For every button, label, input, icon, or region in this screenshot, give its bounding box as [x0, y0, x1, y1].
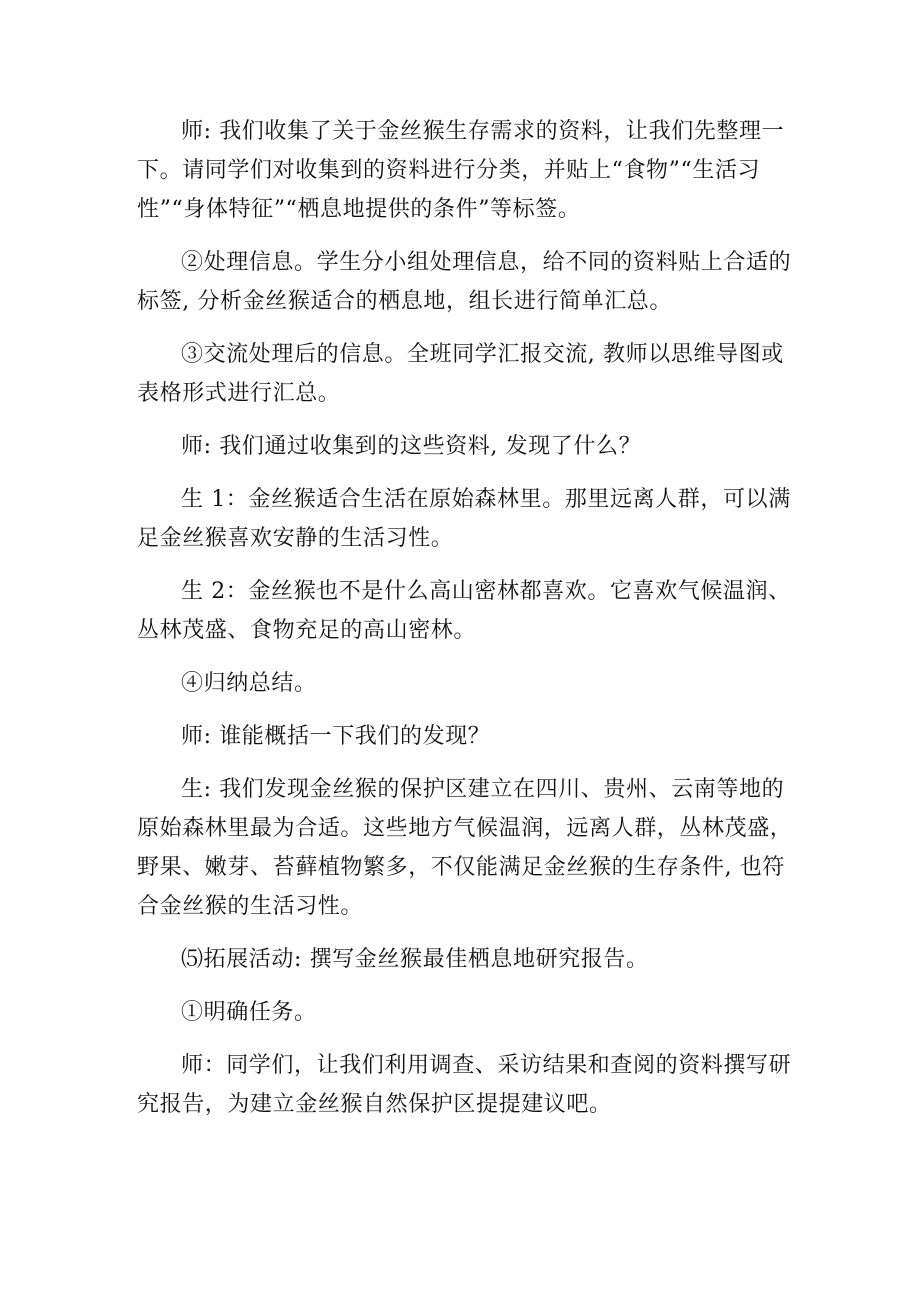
paragraph-1: 师: 我们收集了关于金丝猴生存需求的资料，让我们先整理一下。请同学们对收集到的资料进行分类，并贴上“食物”“生活习性”“身体特征”“栖息地提供的条件”等标签。 [137, 119, 785, 222]
paragraph-12: 师：同学们，让我们利用调查、采访结果和查阅的资料撰写研究报告，为建立金丝猴自然保护区提提建议吧。 [137, 1053, 792, 1117]
paragraph-3: ③交流处理后的信息。全班同学汇报交流, 教师以思维导图或表格形式进行汇总。 [137, 342, 784, 406]
paragraph-4: 师: 我们通过收集到的这些资料, 发现了什么？ [181, 434, 642, 459]
paragraph-7: ④归纳总结。 [181, 671, 317, 696]
paragraph-11: ①明确任务。 [181, 1000, 317, 1025]
paragraph-6: 生 2：金丝猴也不是什么高山密林都喜欢。它喜欢气候温润、丛林茂盛、食物充足的高山密林。 [137, 579, 791, 643]
paragraph-5: 生 1：金丝猴适合生活在原始森林里。那里远离人群，可以满足金丝猴喜欢安静的生活习性。 [137, 487, 791, 551]
paragraph-10: ⑸拓展活动: 撰写金丝猴最佳栖息地研究报告。 [181, 947, 649, 972]
paragraph-2: ②处理信息。学生分小组处理信息，给不同的资料贴上合适的标签, 分析金丝猴适合的栖息地，组长进行简单汇总。 [137, 250, 792, 314]
paragraph-9: 生: 我们发现金丝猴的保护区建立在四川、贵州、云南等地的原始森林里最为合适。这些地方气候温润，远离人群，丛林茂盛，野果、嫩芽、苔藓植物繁多，不仅能满足金丝猴的生存条件, 也符合金丝猴的生活习性。 [137, 777, 793, 919]
paragraph-8: 师: 谁能概括一下我们的发现？ [181, 724, 491, 749]
